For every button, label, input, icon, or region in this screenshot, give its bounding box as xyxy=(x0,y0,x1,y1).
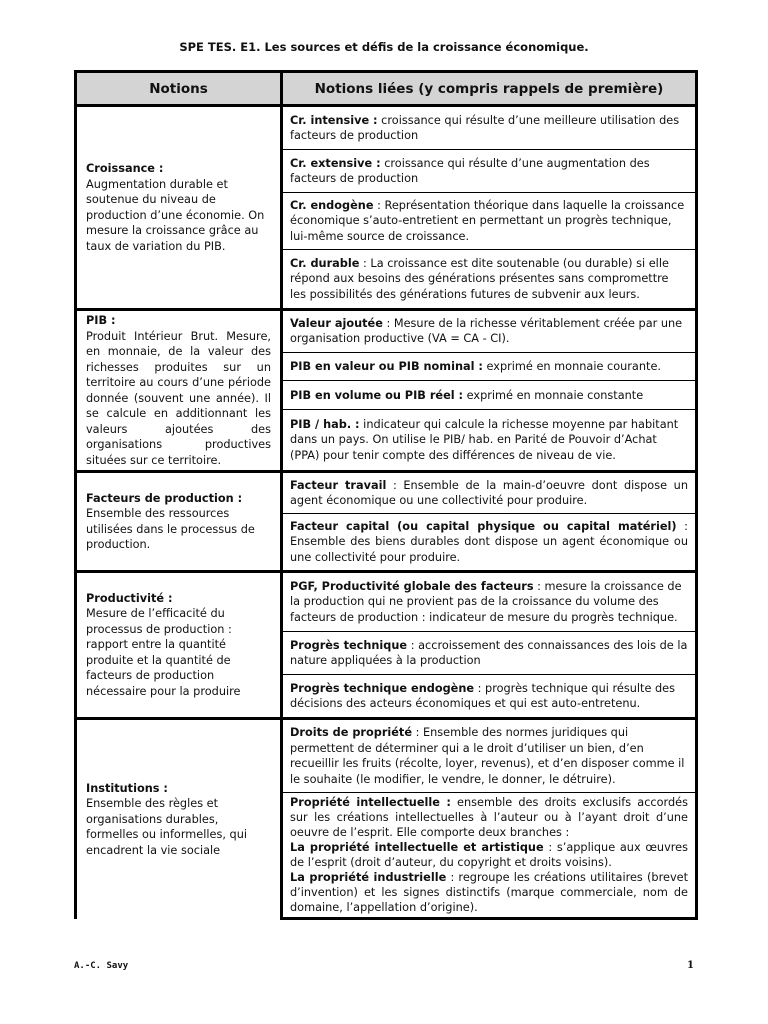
branch-term: La propriété industrielle xyxy=(290,871,447,884)
footer-author: A.-C. Savy xyxy=(74,961,129,971)
related-definition: : Mesure de la richesse véritablement créée par une organisation productive (VA = CA - CI). xyxy=(290,316,683,346)
table-row xyxy=(76,310,697,353)
notion-definition: Mesure de l’efficacité du processus de production : rapport entre la quantité produite et la quantité de facteurs de production nécessaire pour la produire xyxy=(86,607,241,698)
related-definition: : accroissement des connaissances des lois de la nature appliquées à la production xyxy=(290,638,688,667)
related-definition: : Ensemble des normes juridiques qui permettent de déterminer qui a le droit d’utiliser un bien, d’en recueillir les fruits (récolte, loyer, revenus), et d’en disposer comme il le souhaite (le modifier, le vendre, le donner, le détruire). xyxy=(290,726,685,786)
related-cell xyxy=(282,106,697,150)
notion-term: Institutions : xyxy=(86,781,168,795)
related-term: Cr. intensive : xyxy=(290,113,378,127)
table-row xyxy=(76,572,697,632)
related-term: PIB / hab. : xyxy=(290,417,360,431)
notion-term: Croissance : xyxy=(86,162,164,175)
notion-term: PIB : xyxy=(86,314,116,327)
related-term: PIB en valeur ou PIB nominal : xyxy=(290,359,483,373)
branch-definition: : s’applique aux œuvres de l’esprit (droit d’auteur, du copyright et droits voisins). xyxy=(290,841,688,869)
branch-term: La propriété intellectuelle et artistique xyxy=(290,841,544,854)
related-term: Cr. endogène xyxy=(290,198,374,212)
table-row xyxy=(76,472,697,514)
related-term: PGF, Productivité globale des facteurs xyxy=(290,579,534,593)
notions-table xyxy=(74,70,698,920)
related-cell xyxy=(282,150,697,193)
branch-definition: : regroupe les créations utilitaires (brevet d’invention) et les signes distinctifs (marque commerciale, nom de domaine, l’appellation d’origine). xyxy=(290,871,689,914)
related-definition: exprimé en monnaie constante xyxy=(463,388,644,402)
related-cell xyxy=(282,514,697,572)
related-term: Progrès technique endogène xyxy=(290,681,475,695)
notion-definition: Produit Intérieur Brut. Mesure, en monnaie, de la valeur des richesses produites sur un territoire au cours d’une période donnée (souvent une année). Il se calcule en additionnant les valeurs ajoutées des organisations productives situées sur ce territoire. xyxy=(86,329,271,467)
notion-definition: Ensemble des ressources utilisées dans le processus de production. xyxy=(86,507,255,551)
related-definition: : Représentation théorique dans laquelle la croissance économique s’auto-entretient en permettant un progrès technique, lui-même source de croissance. xyxy=(290,198,685,243)
notion-cell-productivite xyxy=(76,572,282,719)
header-related-notions: Notions liées (y compris rappels de première) xyxy=(282,72,697,106)
related-cell xyxy=(282,310,697,353)
related-cell xyxy=(282,250,697,310)
table-row xyxy=(76,719,697,793)
related-cell xyxy=(282,793,697,919)
related-term: Progrès technique xyxy=(290,638,408,652)
related-term: Facteur capital (ou capital physique ou capital matériel) xyxy=(290,519,677,533)
related-term: Facteur travail xyxy=(290,478,387,492)
notion-cell-institutions xyxy=(76,719,282,919)
related-term: Cr. extensive : xyxy=(290,156,381,170)
related-definition: : progrès technique qui résulte des décisions des acteurs économiques et qui est auto-entretenu. xyxy=(290,681,675,710)
related-definition: croissance qui résulte d’une augmentation des facteurs de production xyxy=(290,156,650,185)
related-cell xyxy=(282,193,697,250)
related-term: Propriété intellectuelle : xyxy=(290,796,451,809)
related-cell xyxy=(282,572,697,632)
page-number: 1 xyxy=(687,960,694,971)
related-cell xyxy=(282,472,697,514)
related-cell xyxy=(282,675,697,719)
table-header-row xyxy=(76,72,697,106)
related-definition: : La croissance est dite soutenable (ou durable) si elle répond aux besoins des générations présentes sans compromettre les possibilités des générations futures de subvenir aux leurs. xyxy=(290,256,669,301)
table-row xyxy=(76,106,697,150)
related-cell xyxy=(282,410,697,472)
related-definition: ensemble des droits exclusifs accordés sur les créations intellectuelles à l’auteur ou à l’ayant droit d’une oeuvre de l’esprit. Elle comporte deux branches : xyxy=(290,796,688,839)
related-cell xyxy=(282,719,697,793)
related-definition: indicateur qui calcule la richesse moyenne par habitant dans un pays. On utilise le PIB/ hab. en Parité de Pouvoir d’Achat (PPA) pour tenir compte des différences de niveau de vie. xyxy=(290,417,679,462)
notion-cell-croissance xyxy=(76,106,282,310)
related-definition: : mesure la croissance de la production qui ne provient pas de la croissance du volume des facteurs de production : indicateur de mesure du progrès technique. xyxy=(290,579,682,624)
related-term: Cr. durable xyxy=(290,256,360,270)
header-notions: Notions xyxy=(76,72,282,106)
notion-definition: Augmentation durable et soutenue du niveau de production d’une économie. On mesure la croissance grâce au taux de variation du PIB. xyxy=(86,177,265,253)
related-definition: croissance qui résulte d’une meilleure utilisation des facteurs de production xyxy=(290,113,680,142)
notion-cell-facteurs xyxy=(76,472,282,572)
notion-definition: Ensemble des règles et organisations durables, formelles ou informelles, qui encadrent la vie sociale xyxy=(86,797,248,857)
related-definition: exprimé en monnaie courante. xyxy=(482,359,661,373)
related-cell xyxy=(282,352,697,381)
related-definition: : Ensemble de la main-d’oeuvre dont dispose un agent économique ou une collectivité pour produire. xyxy=(290,478,689,507)
related-term: Droits de propriété xyxy=(290,726,412,739)
notion-cell-pib xyxy=(76,310,282,472)
related-definition: : Ensemble des biens durables dont dispose un agent économique ou une collectivité pour produire. xyxy=(290,519,688,564)
related-term: Valeur ajoutée xyxy=(290,316,383,330)
notion-term: Facteurs de production : xyxy=(86,491,243,505)
related-term: PIB en volume ou PIB réel : xyxy=(290,388,464,402)
related-cell xyxy=(282,632,697,675)
notion-term: Productivité : xyxy=(86,591,173,605)
related-cell xyxy=(282,381,697,410)
document-title: SPE TES. E1. Les sources et défis de la croissance économique. xyxy=(179,40,589,54)
